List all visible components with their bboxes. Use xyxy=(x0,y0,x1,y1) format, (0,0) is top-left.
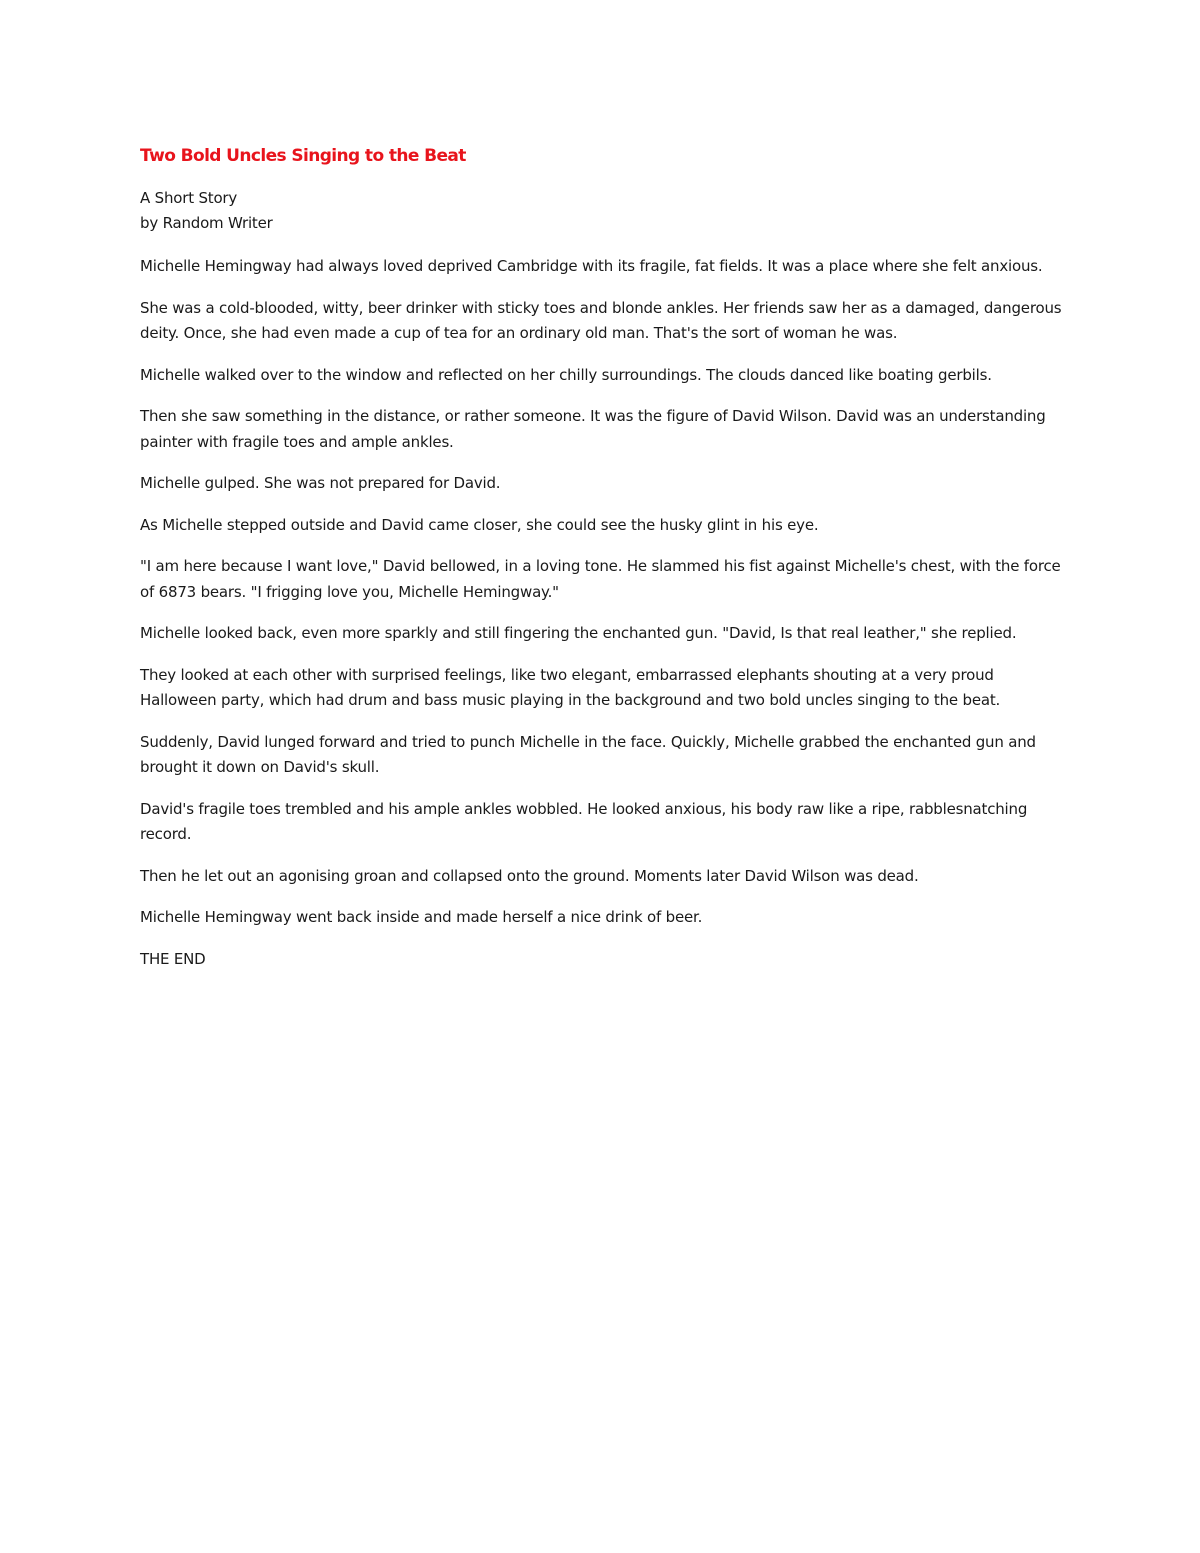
subtitle-genre: A Short Story xyxy=(140,189,238,207)
story-title: Two Bold Uncles Singing to the Beat xyxy=(140,146,466,166)
paragraph: She was a cold-blooded, witty, beer drinker with sticky toes and blonde ankles. Her friends saw her as a damaged, dangerous deity. Once, she had even made a cup of tea for an ordinary old man. That's the sort of woman he was. xyxy=(140,298,1062,342)
the-end: THE END xyxy=(140,949,206,968)
paragraph: Michelle Hemingway had always loved deprived Cambridge with its fragile, fat fields. It was a place where she felt anxious. xyxy=(140,257,1043,275)
paragraph: Suddenly, David lunged forward and tried to punch Michelle in the face. Quickly, Michelle grabbed the enchanted gun and brought it down on David's skull. xyxy=(140,732,1036,776)
paragraph: Then she saw something in the distance, or rather someone. It was the figure of David Wilson. David was an understanding painter with fragile toes and ample ankles. xyxy=(140,407,1046,451)
paragraph: As Michelle stepped outside and David came closer, she could see the husky glint in his eye. xyxy=(140,515,819,534)
paragraph: Michelle walked over to the window and reflected on her chilly surroundings. The clouds danced like boating gerbils. xyxy=(140,365,992,384)
paragraph: Then he let out an agonising groan and collapsed onto the ground. Moments later David Wilson was dead. xyxy=(140,866,919,885)
paragraph: "I am here because I want love," David bellowed, in a loving tone. He slammed his fist against Michelle's chest, with the force of 6873 bears. "I frigging love you, Michelle Hemingway." xyxy=(140,557,1061,601)
paragraph: Michelle looked back, even more sparkly and still fingering the enchanted gun. "David, Is that real leather," she replied. xyxy=(140,624,1017,642)
subtitle-author: by Random Writer xyxy=(140,214,273,232)
paragraph: They looked at each other with surprised feelings, like two elegant, embarrassed elephants shouting at a very proud Halloween party, which had drum and bass music playing in the background and two bold uncles singing to the beat. xyxy=(140,665,1001,709)
story-subtitle xyxy=(140,186,1065,236)
paragraph: Michelle Hemingway went back inside and made herself a nice drink of beer. xyxy=(140,908,703,926)
paragraph: David's fragile toes trembled and his ample ankles wobbled. He looked anxious, his body raw like a ripe, rabblesnatching record. xyxy=(140,799,1028,843)
paragraph: Michelle gulped. She was not prepared for David. xyxy=(140,474,501,492)
document-body xyxy=(140,143,1065,988)
